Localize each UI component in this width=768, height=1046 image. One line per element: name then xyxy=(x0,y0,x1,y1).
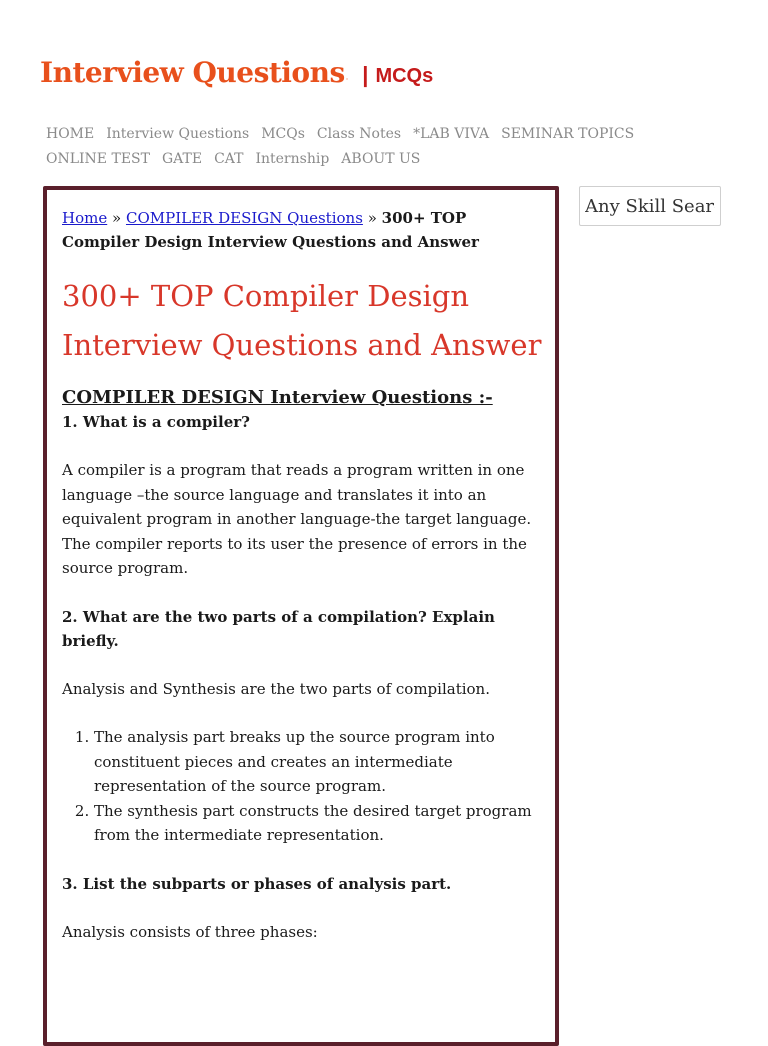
list-item: 2. The synthesis part constructs the desired target program from the intermediate representation. xyxy=(94,799,534,848)
logo-dot: · xyxy=(345,75,349,84)
nav-class-notes[interactable]: Class Notes xyxy=(316,126,402,142)
answer-3: Analysis consists of three phases: xyxy=(62,922,318,941)
logo-separator: | xyxy=(362,62,369,87)
main-nav xyxy=(46,122,706,172)
answer-2: Analysis and Synthesis are the two parts of compilation. xyxy=(62,679,490,698)
nav-cat[interactable]: CAT xyxy=(214,151,244,167)
nav-seminar-topics[interactable]: SEMINAR TOPICS xyxy=(501,126,635,142)
answer-2-list xyxy=(62,725,534,848)
breadcrumb-separator: » xyxy=(367,209,377,227)
breadcrumb-home-link[interactable]: Home xyxy=(62,209,108,227)
list-item: 1. The analysis part breaks up the source program into constituent pieces and creates an intermediate representation of the source program. xyxy=(94,725,534,799)
nav-internship[interactable]: Internship xyxy=(255,151,330,167)
logo-sub: MCQs xyxy=(375,65,434,87)
skill-search-input[interactable] xyxy=(579,186,721,226)
nav-interview-questions[interactable]: Interview Questions xyxy=(106,126,250,142)
breadcrumb-separator: » xyxy=(112,209,122,227)
question-1: 1. What is a compiler? xyxy=(62,413,250,431)
nav-online-test[interactable]: ONLINE TEST xyxy=(46,151,150,167)
breadcrumb-current: 300+ TOP Compiler Design Interview Questions and Answer xyxy=(62,209,479,251)
logo-text: Interview Questions xyxy=(40,56,345,89)
breadcrumb-category-link[interactable]: COMPILER DESIGN Questions xyxy=(125,209,363,227)
breadcrumb xyxy=(62,206,542,254)
nav-about-us[interactable]: ABOUT US xyxy=(341,151,421,167)
article-container xyxy=(43,186,559,1046)
nav-mcqs[interactable]: MCQs xyxy=(261,126,305,142)
page-title: 300+ TOP Compiler Design Interview Questions and Answer xyxy=(62,279,542,362)
nav-lab-viva[interactable]: *LAB VIVA xyxy=(413,126,490,142)
question-3: 3. List the subparts or phases of analysis part. xyxy=(62,874,452,893)
site-logo[interactable] xyxy=(40,56,433,89)
question-2: 2. What are the two parts of a compilation? Explain briefly. xyxy=(62,607,495,650)
nav-home[interactable]: HOME xyxy=(46,126,95,142)
nav-gate[interactable]: GATE xyxy=(161,151,203,167)
answer-1: A compiler is a program that reads a program written in one language –the source language and translates it into an equivalent program in another language-the target language. The compiler reports to its user the presence of errors in the source program. xyxy=(62,461,532,577)
section-heading: COMPILER DESIGN Interview Questions :- xyxy=(62,387,493,408)
